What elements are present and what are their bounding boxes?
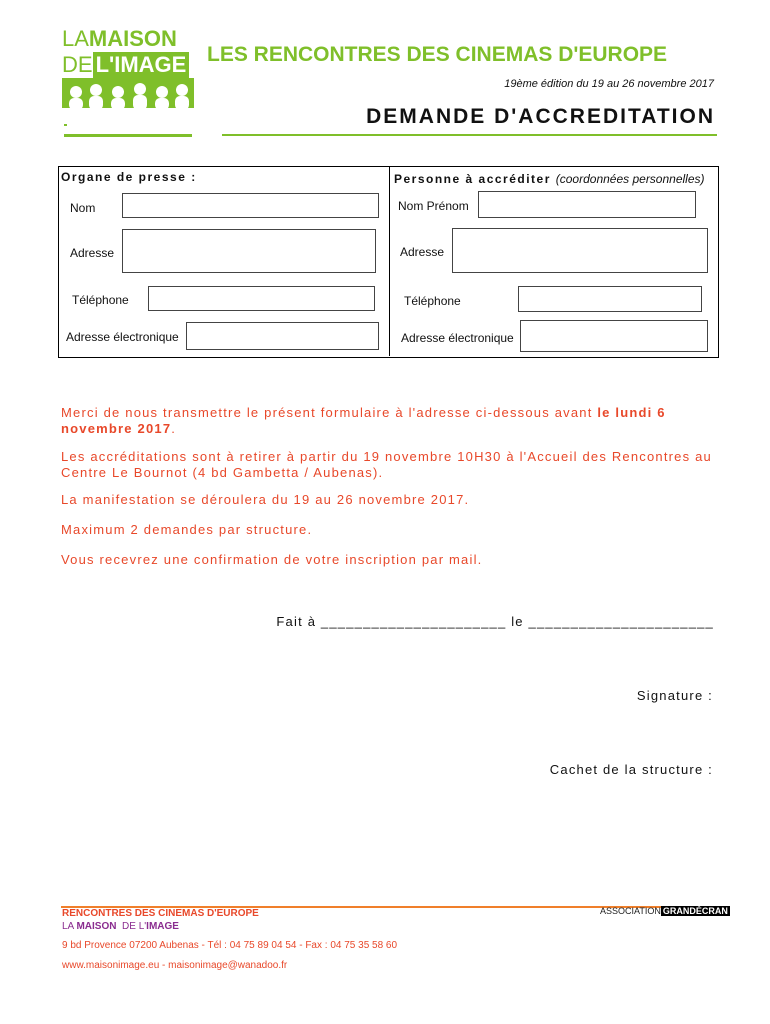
press-organ-heading: Organe de presse : [61,170,197,184]
person-address-field[interactable] [452,228,708,273]
pickup-paragraph: Les accréditations sont à retirer à partir du 19 novembre 10H30 à l'Accueil des Rencontres au Centre Le Bournot (4 bd Gambetta / Aubenas). [61,449,712,480]
dates-paragraph: La manifestation se déroulera du 19 au 26 novembre 2017. [61,492,470,507]
edition-dates: 19ème édition du 19 au 26 novembre 2017 [504,78,714,90]
footer-logo-maison: MAISON [76,921,117,932]
logo-line-2 [62,52,189,78]
person-name-field[interactable] [478,191,696,218]
logo-underline [64,134,192,137]
maison-image-logo [62,26,194,138]
press-address-label: Adresse [70,246,115,260]
signature-label: Signature : [636,688,713,703]
press-email-field[interactable] [186,322,379,350]
grandecran-label: GRANDÉCRAN [662,906,728,916]
footer-logo [62,921,179,932]
person-name-label: Nom Prénom [398,199,469,213]
logo-de: DE [62,52,93,77]
event-title: LES RENCONTRES DES CINEMAS D'EUROPE [207,43,668,66]
press-name-field[interactable] [122,193,379,218]
person-phone-label: Téléphone [404,294,461,308]
person-heading-label: Personne à accréditer [394,172,551,186]
footer-logo-la: LA [62,921,74,932]
footer-logo-image: IMAGE [146,921,179,932]
footer-contact: www.maisonimage.eu - maisonimage@wanadoo.fr [62,960,288,971]
title-underline [222,134,717,136]
deadline-date: le lundi 6 novembre 2017 [61,405,666,436]
place-date-line: Fait à ______________________ le ______________________ [276,614,714,629]
instructions-paragraph [61,405,721,437]
logo-la: LA [62,26,89,51]
logo-line-1 [62,26,177,52]
press-name-label: Nom [70,201,96,215]
footer-logo-de: DE L' [122,921,147,932]
press-phone-label: Téléphone [72,293,129,307]
association-grandecran-logo [600,906,730,918]
stamp-label: Cachet de la structure : [549,762,713,777]
document-title: DEMANDE D'ACCREDITATION [366,105,715,128]
press-email-label: Adresse électronique [66,330,179,344]
maximum-paragraph: Maximum 2 demandes par structure. [61,522,313,537]
person-email-field[interactable] [520,320,708,352]
person-email-label: Adresse électronique [401,331,514,345]
press-address-field[interactable] [122,229,376,273]
logo-image: L'IMAGE [93,52,190,78]
instructions-text: Merci de nous transmettre le présent formulaire à l'adresse ci-dessous avant [61,405,598,420]
person-address-label: Adresse [400,245,445,259]
footer-organization: RENCONTRES DES CINEMAS D'EUROPE [62,908,259,919]
logo-maison: MAISON [88,26,177,51]
person-phone-field[interactable] [518,286,702,312]
confirmation-paragraph: Vous recevrez une confirmation de votre inscription par mail. [61,552,483,567]
person-heading-note: (coordonnées personnelles) [555,172,705,186]
press-phone-field[interactable] [148,286,375,311]
crowd-silhouette-icon [62,78,194,134]
footer-address: 9 bd Provence 07200 Aubenas - Tél : 04 75 89 04 54 - Fax : 04 75 35 58 60 [62,940,398,951]
instructions-end: . [171,421,177,436]
association-label: ASSOCIATION [600,906,661,916]
person-heading [394,172,705,186]
form-divider [389,166,390,356]
